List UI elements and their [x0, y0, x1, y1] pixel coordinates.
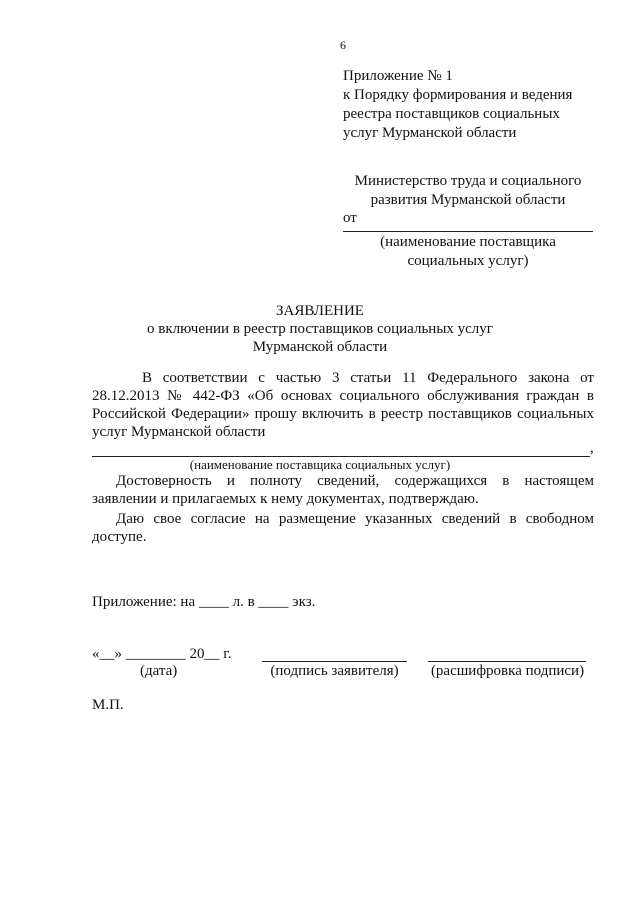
appendix-line: Приложение № 1	[343, 68, 453, 84]
appendix-line: к Порядку формирования и ведения	[343, 87, 573, 103]
addressee-line: Министерство труда и социального	[354, 173, 582, 189]
paragraph-line: 28.12.2013 № 442-ФЗ «Об основах социального обслуживания граждан в	[92, 388, 594, 404]
paragraph-consent	[92, 510, 594, 546]
date-caption: (дата)	[140, 663, 178, 679]
attachment-line: Приложение: на ____ л. в ____ экз.	[92, 594, 316, 610]
date-field[interactable]: «__» ________ 20__ г.	[92, 646, 232, 662]
paragraph-confirmation	[92, 472, 594, 508]
from-label: от	[343, 210, 357, 226]
paragraph-line: Даю свое согласие на размещение указанных сведений в свободном	[116, 511, 594, 527]
paragraph-line: В соответствии с частью 3 статьи 11 Федерального закона от	[142, 370, 594, 386]
signature-caption: (подпись заявителя)	[270, 663, 399, 679]
signature-field[interactable]	[262, 661, 407, 662]
subtitle-line: Мурманской области	[252, 339, 388, 355]
appendix-header	[343, 67, 572, 143]
addressee-line: развития Мурманской области	[370, 192, 566, 208]
appendix-line: реестра поставщиков социальных	[343, 106, 560, 122]
supplier-name-field[interactable]	[343, 231, 593, 232]
subtitle-line: о включении в реестр поставщиков социальных услуг	[147, 321, 493, 337]
stamp-placeholder: М.П.	[92, 697, 124, 713]
supplier-caption	[343, 233, 593, 271]
signature-decode-caption: (расшифровка подписи)	[430, 663, 585, 679]
line-comma: ,	[590, 440, 594, 456]
paragraph-line: услуг Мурманской области	[92, 424, 266, 440]
caption-line: социальных услуг)	[407, 253, 529, 269]
page-number: 6	[340, 38, 346, 52]
supplier-caption-2: (наименование поставщика социальных услуг)	[189, 457, 451, 472]
document-title: ЗАЯВЛЕНИЕ	[276, 303, 364, 319]
document-subtitle	[0, 320, 640, 356]
signature-decode-field[interactable]	[428, 661, 586, 662]
appendix-line: услуг Мурманской области	[343, 125, 517, 141]
addressee-block	[343, 172, 593, 210]
paragraph-line: Достоверность и полноту сведений, содержащихся в настоящем	[116, 473, 594, 489]
paragraph-line: доступе.	[92, 529, 147, 545]
paragraph-line: заявлении и прилагаемых к нему документах, подтверждаю.	[92, 491, 479, 507]
caption-line: (наименование поставщика	[380, 234, 556, 250]
paragraph-line: Российской Федерации» прошу включить в реестр поставщиков социальных	[92, 406, 594, 422]
paragraph-request	[92, 369, 594, 441]
